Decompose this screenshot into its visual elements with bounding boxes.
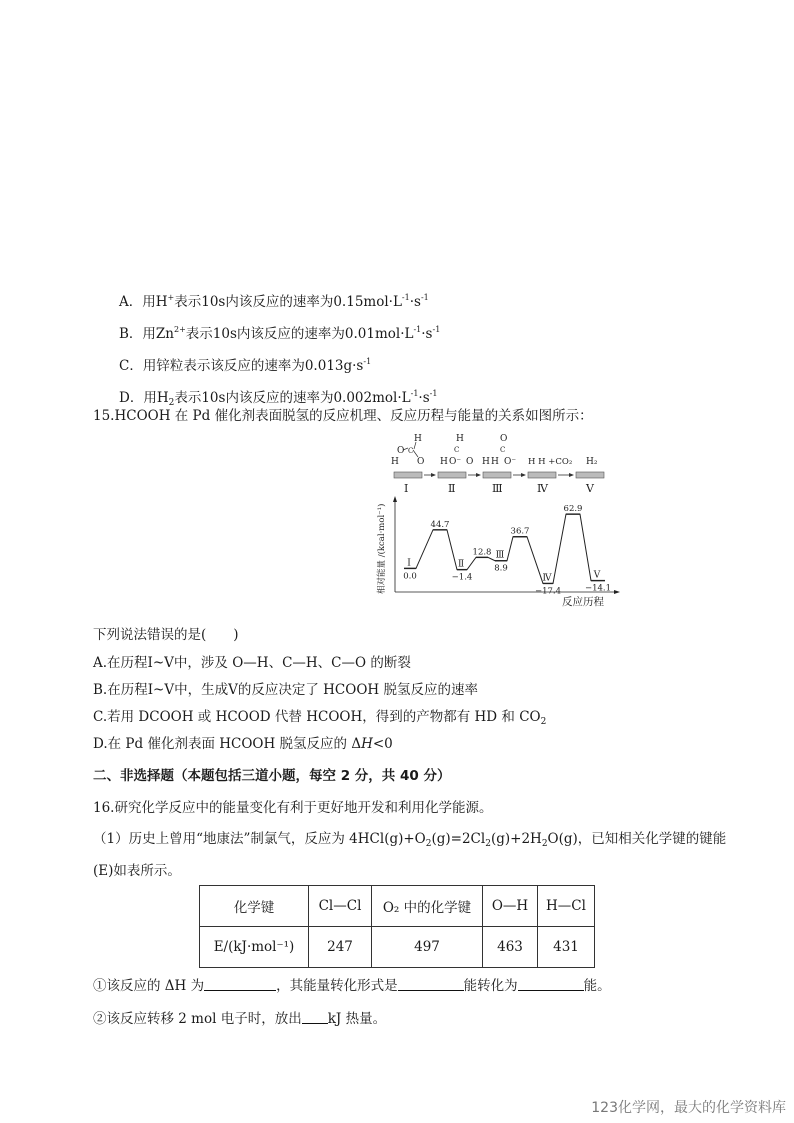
question-16-part1: [93, 830, 726, 853]
mechanism-state-ii: [440, 434, 473, 467]
question-15-prompt: 下列说法错误的是( ): [93, 627, 239, 643]
table-row: [200, 927, 595, 968]
option-text: <0: [372, 736, 393, 752]
mech-atom: H: [456, 434, 464, 444]
table-header-row: [200, 886, 595, 927]
option-label: A．: [119, 294, 143, 310]
option-text: C.若用 DCOOH 或 HCOOD 代替 HCOOH，得到的产物都有 HD 和 CO: [93, 709, 541, 725]
catalyst-surface: [394, 472, 422, 478]
state-label: Ⅳ: [537, 482, 548, 495]
table-cell: 431: [538, 927, 595, 968]
question-15-option-b: B.在历程Ⅰ~Ⅴ中，生成Ⅴ的反应决定了 HCOOH 脱氢反应的速率: [93, 682, 478, 698]
option-text: 用: [142, 326, 156, 342]
question-text: 能转化为: [463, 978, 518, 994]
y-axis-arrow: [393, 496, 397, 502]
mech-atom: C: [408, 447, 414, 455]
question-15-stem: 15.HCOOH 在 Pd 催化剂表面脱氢的反应机理、反应历程与能量的关系如图所示：: [93, 408, 593, 424]
state-level-label: Ⅲ: [495, 550, 505, 561]
subscript: 2: [540, 717, 547, 727]
option-text: 表示10s内该反应的速率为: [174, 390, 334, 406]
unit: ·s: [418, 390, 430, 406]
mech-atom: H: [440, 457, 448, 467]
energy-value-label: 0.0: [403, 571, 417, 582]
charge: +: [167, 293, 175, 302]
question-15-option-a: A.在历程Ⅰ~Ⅴ中，涉及 O—H、C—H、C—O 的断裂: [93, 655, 411, 671]
state-level-label: Ⅰ: [407, 558, 411, 569]
table-header-cell: H—Cl: [538, 886, 595, 927]
mechanism-row: [391, 434, 598, 467]
catalyst-surface: [483, 472, 511, 478]
table-header-cell: O—H: [483, 886, 538, 927]
option-a: [119, 289, 429, 311]
table-cell: 463: [483, 927, 538, 968]
subscript: 2: [485, 839, 491, 849]
option-label: B．: [119, 326, 143, 342]
mechanism-state-v: H₂: [586, 457, 598, 467]
exponent: -1: [363, 357, 372, 366]
state-label: Ⅱ: [448, 482, 456, 495]
unit: ·s: [409, 294, 421, 310]
catalyst-surface: [576, 472, 604, 478]
state-level-label: Ⅴ: [593, 570, 601, 581]
state-level-label: Ⅳ: [542, 573, 552, 584]
rate-value: 0.01mol·L: [344, 326, 414, 342]
answer-blank[interactable]: [518, 977, 584, 991]
section-heading: 二、非选择题（本题包括三道小题，每空 2 分，共 40 分）: [93, 768, 451, 784]
reaction-text: （1）历史上曾用“地康法”制氯气，反应为 4HCl(g)+O: [93, 831, 426, 847]
unit: ·s: [421, 326, 433, 342]
reaction-text: O(g)，已知相关化学键的键能: [547, 831, 727, 847]
step-arrowhead: [521, 473, 526, 477]
option-b: [119, 321, 440, 343]
question-16-stem: 16.研究化学反应中的能量变化有利于更好地开发和利用化学能源。: [93, 800, 493, 816]
question-text: ①该反应的 ΔH 为: [93, 978, 205, 994]
exponent: -1: [410, 389, 419, 398]
option-c: [119, 353, 371, 375]
catalyst-surface: [528, 472, 556, 478]
rate-value: 0.15mol·L: [333, 294, 402, 310]
catalyst-surface: [438, 472, 466, 478]
mech-atom: O: [417, 457, 425, 467]
question-text: kJ 热量。: [327, 1011, 387, 1027]
subscript: 2: [541, 839, 548, 849]
exponent: -1: [429, 389, 438, 398]
question-text: 能。: [583, 978, 611, 994]
reaction-text: (g)+2H: [490, 831, 542, 847]
exponent: -1: [401, 293, 410, 302]
question-16-sub1: [93, 977, 611, 995]
y-axis-label: 相对能量 /(kcal·mol⁻¹): [377, 503, 387, 594]
energy-profile-diagram: [370, 432, 620, 607]
energy-value-label: 62.9: [563, 504, 583, 515]
mech-atom: O⁻: [504, 457, 517, 467]
question-15-option-c: [93, 708, 546, 731]
energy-value-label: 8.9: [494, 563, 508, 574]
mech-atom: H: [491, 457, 499, 467]
answer-blank[interactable]: [204, 977, 276, 991]
mech-atom: O: [397, 446, 405, 456]
mech-atom: C: [454, 446, 460, 454]
state-label: Ⅰ: [404, 482, 409, 495]
state-label: Ⅲ: [492, 482, 503, 495]
energy-value-label: −17.4: [534, 586, 562, 597]
question-text: ②该反应转移 2 mol 电子时，放出: [93, 1011, 302, 1027]
mech-atom: O⁻: [449, 457, 462, 467]
step-arrowhead: [431, 473, 436, 477]
exponent: -1: [413, 325, 422, 334]
option-label: C．: [119, 358, 143, 374]
mech-atom: H: [482, 457, 490, 467]
energy-value-label: −1.4: [451, 572, 473, 583]
species: H: [155, 294, 168, 310]
option-text: 用: [143, 390, 157, 406]
table-header-cell: O₂ 中的化学键: [372, 886, 483, 927]
catalyst-surfaces: [394, 472, 604, 478]
question-16-sub2: [93, 1010, 386, 1028]
table-header-cell: Cl—Cl: [309, 886, 372, 927]
mech-atom: H: [391, 457, 399, 467]
question-text: ，其能量转化形式是: [276, 978, 398, 994]
energy-value-label: 36.7: [510, 526, 530, 537]
energy-value-label: −14.1: [584, 583, 612, 594]
energy-value-label: 44.7: [430, 519, 450, 530]
answer-blank[interactable]: [302, 1010, 328, 1024]
question-15-option-d: [93, 735, 393, 753]
option-text: 用: [142, 294, 156, 310]
table-row-label: E/(kJ·mol⁻¹): [200, 927, 309, 968]
exponent: -1: [432, 325, 441, 334]
state-level-label: Ⅱ: [457, 559, 465, 570]
table-header-cell: 化学键: [200, 886, 309, 927]
mech-atom: H: [414, 434, 422, 444]
bond-energy-table: [199, 885, 595, 968]
mech-atom: C: [500, 446, 506, 454]
option-text: 表示10s内该反应的速率为: [174, 294, 334, 310]
option-text: 表示10s内该反应的速率为: [185, 326, 345, 342]
reaction-text: (g)=2Cl: [431, 831, 486, 847]
rate-value: 0.002mol·L: [333, 390, 411, 406]
rate-value: 0.013g·s: [304, 358, 364, 374]
option-text: 用锌粒表示该反应的速率为: [142, 358, 305, 374]
energy-value-label: 12.8: [472, 547, 492, 558]
x-axis-arrow: [614, 590, 620, 594]
enthalpy-symbol: H: [361, 736, 373, 752]
option-label: D．: [119, 390, 144, 406]
state-label: Ⅴ: [586, 482, 594, 495]
footer-watermark: 123化学网，最大的化学资料库: [591, 1100, 786, 1116]
mechanism-state-iv: H H +CO₂: [528, 457, 573, 467]
step-arrowhead: [569, 473, 574, 477]
subscript: 2: [425, 839, 432, 849]
answer-blank[interactable]: [398, 977, 464, 991]
mech-atom: O: [466, 457, 474, 467]
subscript: 2: [168, 398, 175, 408]
exponent: -1: [420, 293, 429, 302]
question-16-part1-line2: (E)如表所示。: [93, 863, 181, 879]
mech-atom: O: [500, 434, 508, 444]
state-labels-row: [404, 482, 595, 495]
x-axis-label: 反应历程: [562, 596, 604, 607]
charge: 2+: [174, 325, 186, 334]
option-text: D.在 Pd 催化剂表面 HCOOH 脱氢反应的 Δ: [93, 736, 362, 752]
table-cell: 497: [372, 927, 483, 968]
table-cell: 247: [309, 927, 372, 968]
species: Zn: [155, 326, 174, 342]
energy-profile: [403, 504, 611, 596]
mechanism-state-iii: [482, 434, 516, 467]
step-arrowhead: [476, 473, 481, 477]
species: H: [156, 390, 169, 406]
mechanism-state-i: [391, 434, 424, 467]
